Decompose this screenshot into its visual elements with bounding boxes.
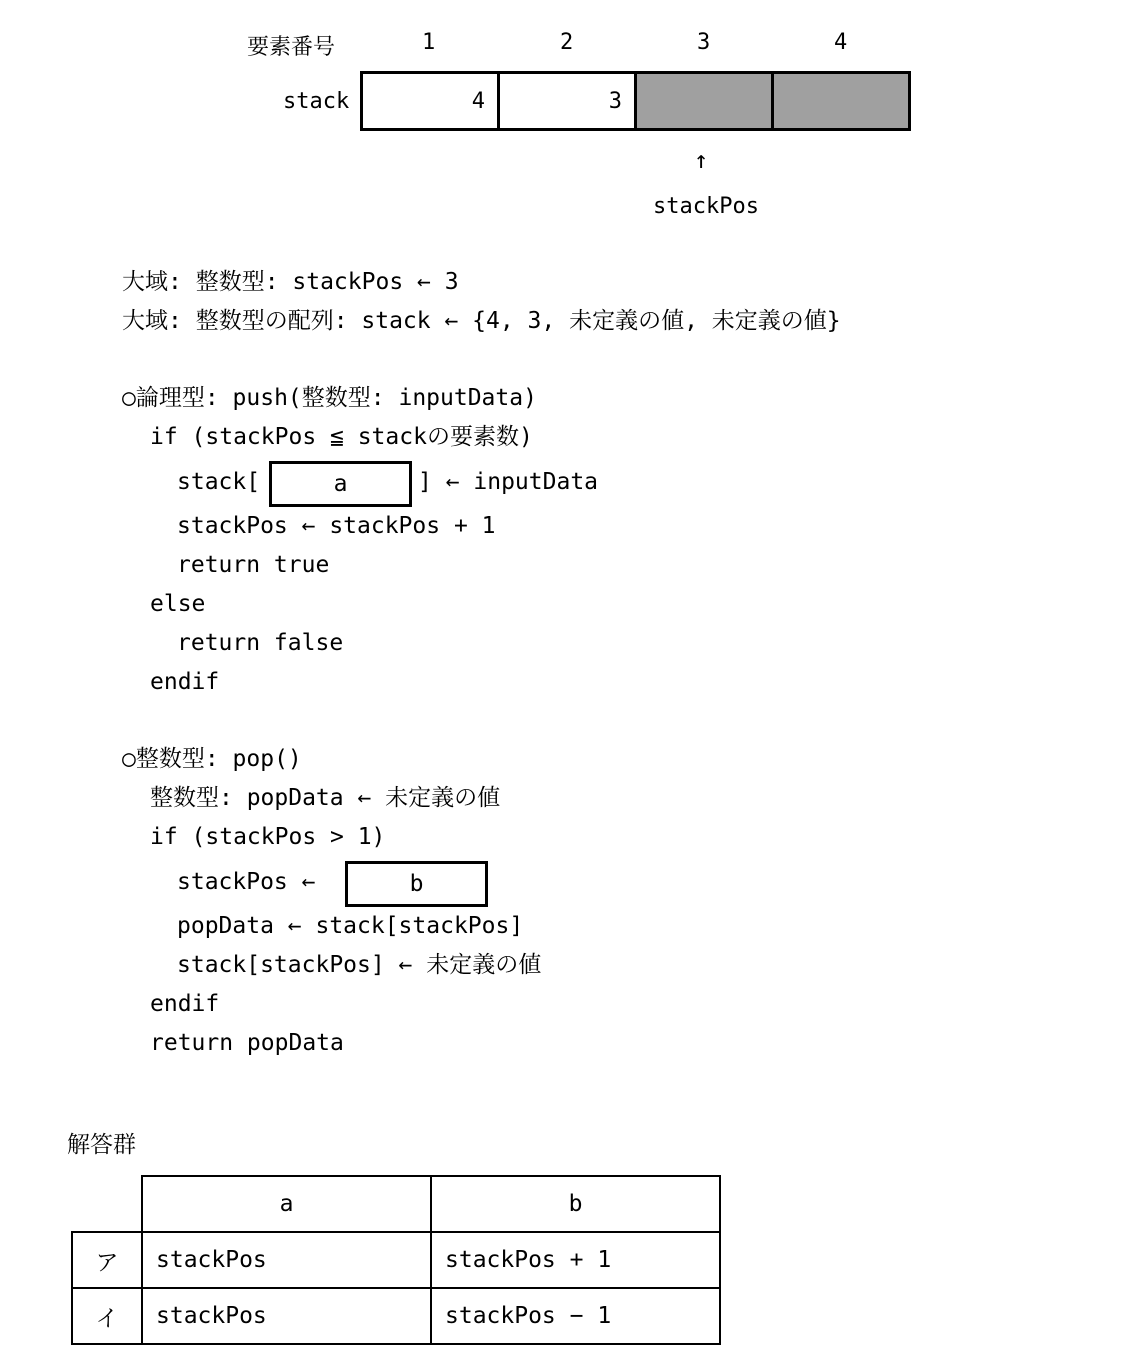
code-line-5b: ] ← inputData	[418, 469, 599, 495]
code-line-16: stack[stackPos] ← 未定義の値	[177, 952, 542, 978]
answer-group-title: 解答群	[67, 1132, 136, 1158]
code-line-15: popData ← stack[stackPos]	[177, 913, 524, 939]
code-line-10: endif	[150, 669, 220, 695]
header-b: b	[431, 1176, 720, 1232]
array-name-label: stack	[283, 89, 350, 114]
answer-table-header	[72, 1176, 720, 1232]
answer-a: stackPos	[142, 1232, 431, 1288]
code-line-5a: stack[	[177, 469, 261, 495]
code-line-1: 大域: 整数型: stackPos ← 3	[122, 269, 459, 295]
code-line-14: stackPos ←	[177, 869, 316, 895]
answer-key: ア	[72, 1232, 142, 1288]
code-line-8: else	[150, 591, 206, 617]
answer-key: イ	[72, 1288, 142, 1344]
code-line-3: ○論理型: push(整数型: inputData)	[122, 385, 537, 411]
answer-b: stackPos − 1	[431, 1288, 720, 1344]
code-line-7: return true	[177, 552, 330, 578]
code-line-13: if (stackPos > 1)	[150, 824, 386, 850]
pointer-label: stackPos	[653, 194, 759, 219]
array-cell-1-value: 4	[471, 89, 485, 114]
code-line-17: endif	[150, 991, 220, 1017]
code-line-6: stackPos ← stackPos + 1	[177, 513, 496, 539]
index-header-label: 要素番号	[247, 35, 336, 60]
index-4: 4	[834, 30, 848, 55]
array-cell-2	[497, 71, 637, 131]
header-a: a	[142, 1176, 431, 1232]
table-row	[72, 1288, 720, 1344]
blank-a: a	[269, 461, 412, 507]
code-line-11: ○整数型: pop()	[122, 746, 302, 772]
array-cell-3	[634, 71, 774, 131]
answer-b: stackPos + 1	[431, 1232, 720, 1288]
blank-b: b	[345, 861, 488, 907]
table-row	[72, 1232, 720, 1288]
up-arrow-icon: ↑	[694, 146, 709, 174]
code-line-2: 大域: 整数型の配列: stack ← {4, 3, 未定義の値, 未定義の値}	[122, 308, 841, 334]
code-line-4: if (stackPos ≦ stackの要素数)	[150, 424, 533, 450]
answer-a: stackPos	[142, 1288, 431, 1344]
code-line-18: return popData	[150, 1030, 344, 1056]
index-2: 2	[560, 30, 574, 55]
array-cell-1	[360, 71, 500, 131]
index-3: 3	[697, 30, 711, 55]
array-cell-4	[771, 71, 911, 131]
header-corner	[72, 1176, 142, 1232]
code-line-12: 整数型: popData ← 未定義の値	[150, 785, 501, 811]
code-line-9: return false	[177, 630, 344, 656]
array-cell-2-value: 3	[608, 89, 622, 114]
index-1: 1	[422, 30, 436, 55]
